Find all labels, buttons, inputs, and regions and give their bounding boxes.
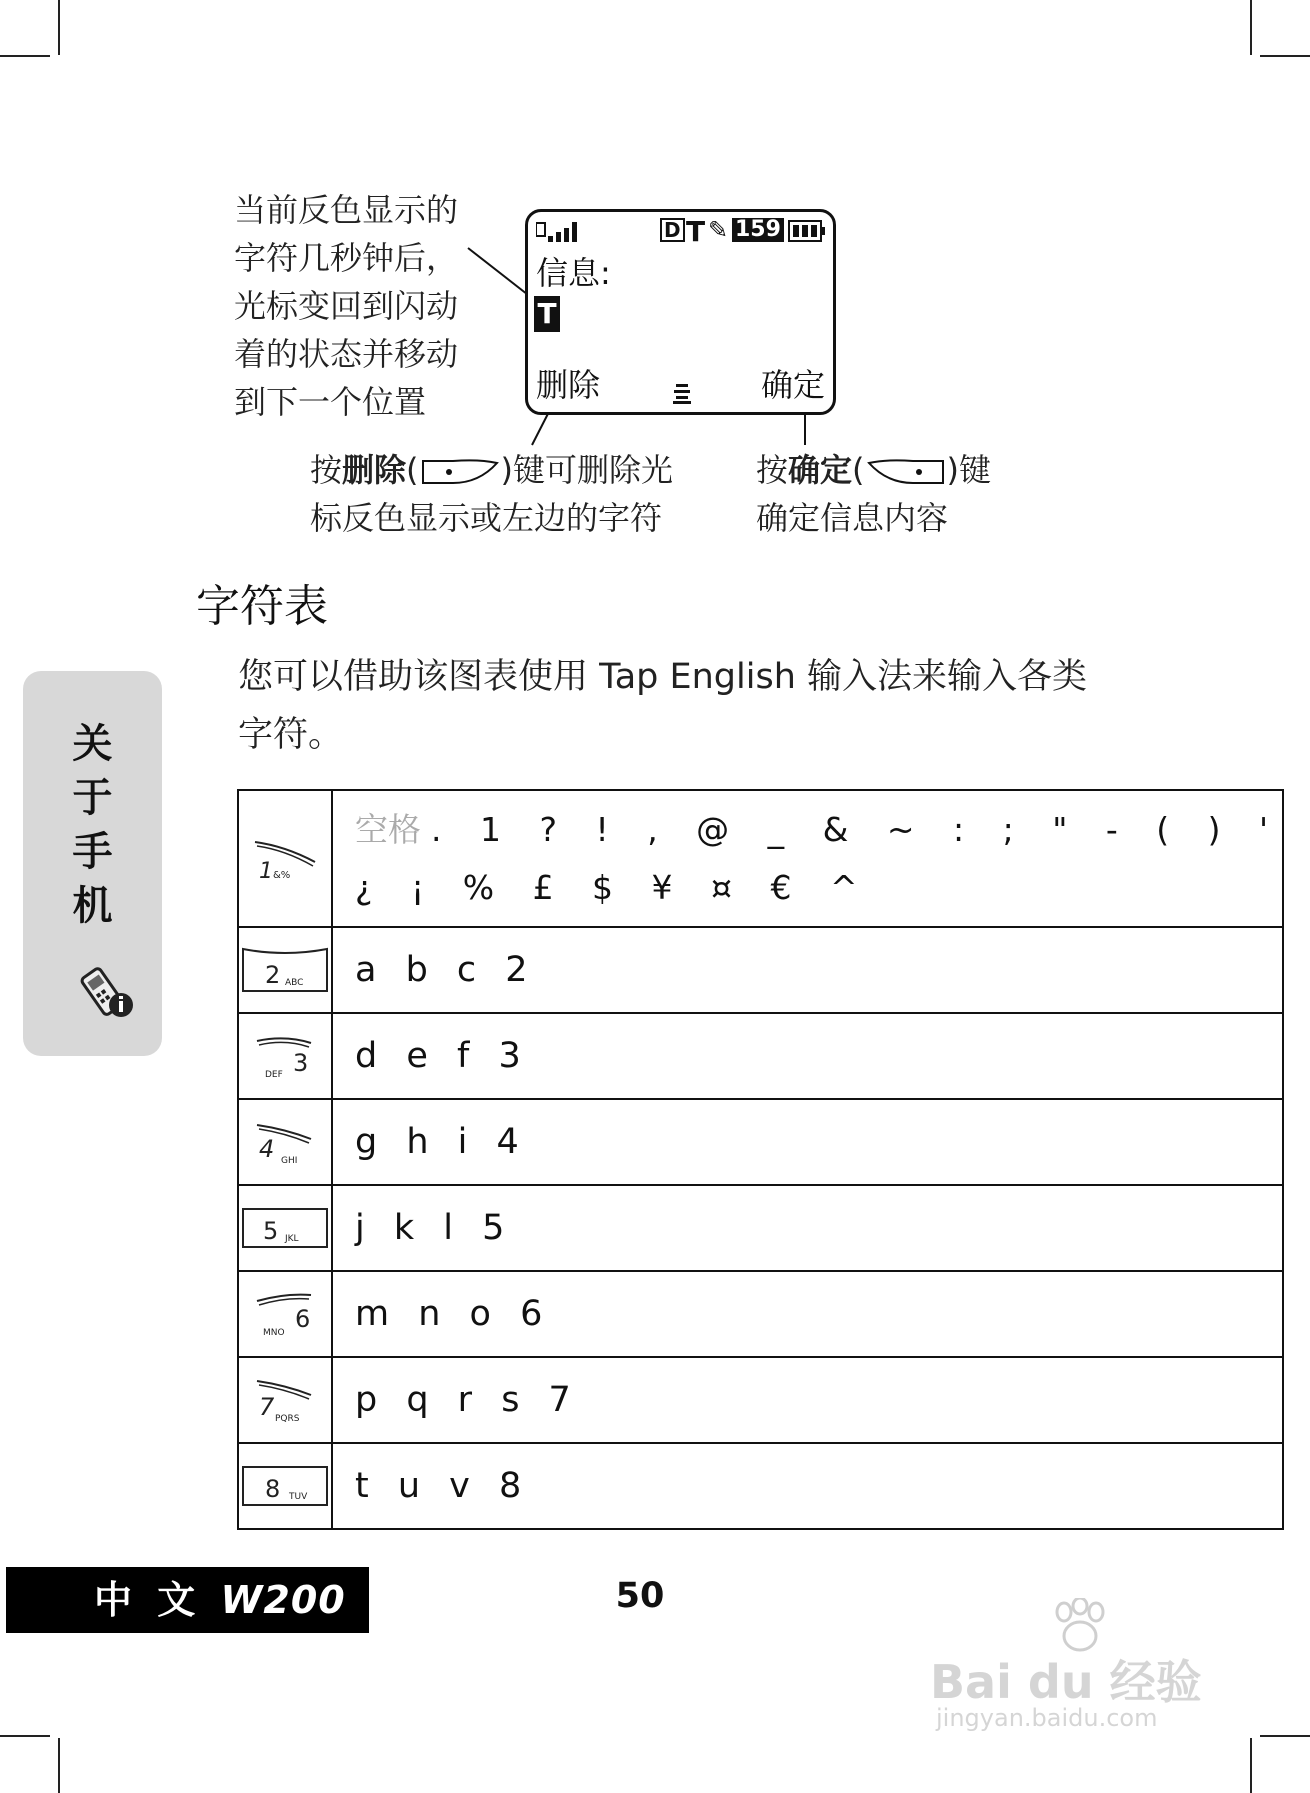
- pencil-icon: ✎: [708, 216, 729, 244]
- key-cell: [238, 1271, 332, 1357]
- watermark-brand: Bai du 经验: [930, 1655, 1202, 1709]
- svg-text:6: 6: [295, 1305, 311, 1333]
- footer-lang: 中 文: [94, 1578, 202, 1622]
- key-cell: [238, 927, 332, 1013]
- symbols-line-2: ¿ ¡ % £ $ ¥ ¤ € ^: [355, 867, 872, 907]
- table-row: [238, 1013, 1283, 1099]
- mode-t-indicator: T: [686, 215, 706, 248]
- watermark-url: jingyan.baidu.com: [936, 1704, 1158, 1732]
- chars-cell: p q r s 7: [332, 1357, 1283, 1443]
- key-4-icon: [245, 1117, 325, 1167]
- svg-text:5: 5: [263, 1217, 279, 1245]
- key-2-icon: [239, 945, 331, 995]
- table-row: [238, 1443, 1283, 1529]
- side-tab: [23, 671, 162, 1056]
- note-line: 着的状态并移动: [234, 335, 459, 373]
- chars-cell: t u v 8: [332, 1443, 1283, 1529]
- svg-text:8: 8: [265, 1475, 281, 1503]
- svg-text:ABC: ABC: [285, 978, 304, 988]
- key-cell: [238, 1357, 332, 1443]
- character-table: [237, 789, 1284, 1530]
- key-cell: [238, 1185, 332, 1271]
- svg-text:7: 7: [259, 1393, 275, 1421]
- note-text: 按: [310, 451, 343, 489]
- note-line: 当前反色显示的: [234, 191, 459, 229]
- chars-cell: j k l 5: [332, 1185, 1283, 1271]
- right-softkey-label[interactable]: 确定: [760, 366, 825, 404]
- note-text: (: [406, 451, 419, 489]
- phone-screen: [525, 209, 836, 415]
- left-softkey-label[interactable]: 删除: [536, 366, 601, 404]
- key-cell: [238, 1099, 332, 1185]
- phone-info-icon: [79, 963, 135, 1019]
- section-title: 字符表: [196, 581, 328, 632]
- chars-cell: g h i 4: [332, 1099, 1283, 1185]
- key-8-icon: [239, 1463, 331, 1509]
- side-tab-char: 关: [72, 720, 113, 767]
- key-7-icon: [245, 1375, 325, 1425]
- char-count: 159: [732, 218, 784, 242]
- svg-text:2: 2: [265, 961, 281, 989]
- side-tab-char: 于: [72, 774, 113, 821]
- mode-d-badge: D: [660, 218, 685, 242]
- svg-text:GHI: GHI: [281, 1156, 298, 1166]
- svg-text:DEF: DEF: [265, 1070, 283, 1080]
- baidu-watermark: [930, 1598, 1260, 1738]
- ok-note-line2: 确定信息内容: [756, 499, 949, 537]
- svg-text:&%: &%: [273, 869, 291, 881]
- note-line: 光标变回到闪动: [234, 287, 459, 325]
- note-text: )键: [946, 451, 992, 489]
- chars-cell: a b c 2: [332, 927, 1283, 1013]
- ok-key-name: 确定: [788, 451, 853, 489]
- side-tab-char: 手: [72, 828, 113, 875]
- page-number: 50: [615, 1576, 665, 1616]
- delete-note-line2: 标反色显示或左边的字符: [310, 499, 663, 537]
- key-6-icon: [245, 1289, 325, 1339]
- svg-text:MNO: MNO: [263, 1328, 285, 1338]
- footer-model: W200: [220, 1578, 346, 1622]
- key-cell: [238, 1443, 332, 1529]
- chars-cell: [332, 790, 1283, 927]
- chars-cell: m n o 6: [332, 1271, 1283, 1357]
- battery-icon: [788, 220, 826, 242]
- signal-icon: [536, 220, 592, 244]
- menu-icon[interactable]: [672, 382, 692, 404]
- delete-note: [310, 446, 673, 494]
- crop-mark: [1250, 1738, 1252, 1793]
- chars-cell: d e f 3: [332, 1013, 1283, 1099]
- left-softkey-icon: [419, 457, 501, 487]
- side-tab-char: 机: [72, 882, 113, 929]
- symbols-text: . 1 ? ! , @ _ & ~ : ; " - ( ) ': [431, 809, 1283, 849]
- key-5-icon: [239, 1205, 331, 1251]
- note-text: )键可删除光: [500, 451, 674, 489]
- table-row: [238, 1357, 1283, 1443]
- space-label: 空格: [355, 809, 421, 849]
- note-line: 到下一个位置: [234, 383, 427, 421]
- note-text: (: [852, 451, 865, 489]
- ok-note: [756, 446, 991, 494]
- table-row: [238, 927, 1283, 1013]
- table-row: [238, 1185, 1283, 1271]
- key-cell: [238, 790, 332, 927]
- svg-text:JKL: JKL: [285, 1234, 299, 1244]
- footer-badge: [6, 1567, 369, 1633]
- side-tab-label: [23, 717, 162, 933]
- intro-paragraph: 您可以借助该图表使用 Tap English 输入法来输入各类字符。: [238, 657, 1088, 755]
- note-text: 按: [756, 451, 789, 489]
- symbols-line-1: [355, 801, 1282, 859]
- status-bar: [536, 215, 827, 248]
- svg-text:4: 4: [259, 1135, 275, 1163]
- text-cursor: T: [534, 296, 560, 332]
- table-row: [238, 1099, 1283, 1185]
- crop-mark: [58, 1738, 60, 1793]
- key-cell: [238, 1013, 332, 1099]
- delete-key-name: 删除: [342, 451, 407, 489]
- screen-title: 信息:: [536, 254, 611, 292]
- svg-text:3: 3: [293, 1049, 309, 1077]
- key-1-icon: [245, 834, 325, 884]
- svg-text:TUV: TUV: [289, 1492, 308, 1502]
- crop-mark: [0, 1735, 50, 1737]
- right-softkey-icon: [865, 457, 947, 487]
- table-row: [238, 790, 1283, 927]
- key-3-icon: [245, 1031, 325, 1081]
- svg-text:1: 1: [259, 858, 273, 884]
- table-row: [238, 1271, 1283, 1357]
- svg-text:PQRS: PQRS: [275, 1414, 300, 1424]
- note-line: 字符几秒钟后，: [234, 239, 459, 277]
- crop-mark: [1260, 1735, 1310, 1737]
